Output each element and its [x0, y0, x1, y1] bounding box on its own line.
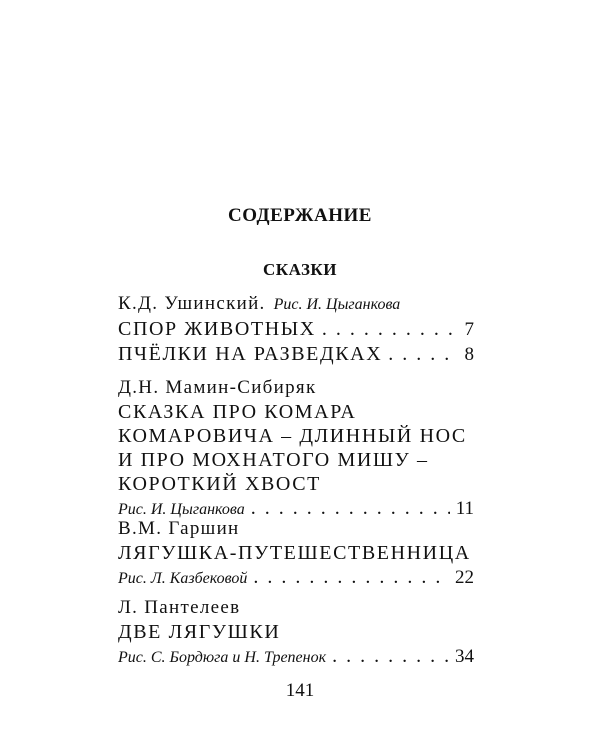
toc-item[interactable] [118, 342, 474, 367]
author-name: Д.Н. Мамин-Сибиряк [118, 377, 317, 398]
page-ref: 11 [455, 498, 474, 519]
dot-leader [253, 565, 449, 589]
page-number: 141 [285, 680, 315, 701]
author-line [118, 596, 474, 620]
contents-heading: СОДЕРЖАНИЕ [228, 205, 372, 226]
story-title: СПОР ЖИВОТНЫХ [118, 318, 316, 340]
toc-item[interactable] [118, 317, 474, 342]
dot-leader [332, 644, 449, 668]
story-title-line[interactable]: СКАЗКА ПРО КОМАРА [118, 401, 357, 423]
toc-entry-ushinsky [118, 292, 474, 367]
author-name: Л. Пантелеев [118, 597, 241, 618]
story-title-line[interactable]: ЛЯГУШКА-ПУТЕШЕСТВЕННИЦА [118, 542, 471, 564]
toc-item[interactable] [118, 565, 474, 591]
story-title-line[interactable]: ДВЕ ЛЯГУШКИ [118, 621, 281, 643]
section-heading: СКАЗКИ [263, 260, 337, 279]
illustrator-credit: Рис. Л. Казбековой [118, 570, 248, 587]
page-ref: 34 [455, 646, 474, 667]
author-line [118, 292, 474, 317]
author-name: К.Д. Ушинский. [118, 293, 266, 314]
page-ref: 7 [464, 319, 474, 340]
story-title: ПЧЁЛКИ НА РАЗВЕДКАХ [118, 343, 383, 365]
illustrator-credit: Рис. И. Цыганкова [273, 296, 401, 313]
author-line [118, 376, 474, 400]
illustrator-credit: Рис. С. Бордюга и Н. Трепенок [118, 649, 327, 666]
dot-leader [322, 317, 459, 341]
page-ref: 22 [455, 567, 474, 588]
dot-leader [388, 342, 458, 366]
toc-item[interactable] [118, 644, 474, 670]
author-name: В.М. Гаршин [118, 518, 240, 539]
page-ref: 8 [464, 344, 474, 365]
author-line [118, 517, 474, 541]
illustrator-credit: Рис. И. Цыганкова [118, 501, 245, 518]
story-title-line[interactable]: КОМАРОВИЧА – ДЛИННЫЙ НОС [118, 425, 467, 447]
toc-entry-panteleev [118, 596, 474, 670]
story-title-line[interactable]: И ПРО МОХНАТОГО МИШУ – [118, 449, 429, 471]
story-title-line[interactable]: КОРОТКИЙ ХВОСТ [118, 473, 321, 495]
toc-entry-mamin-sibiryak [118, 376, 474, 522]
toc-entry-garshin [118, 517, 474, 591]
